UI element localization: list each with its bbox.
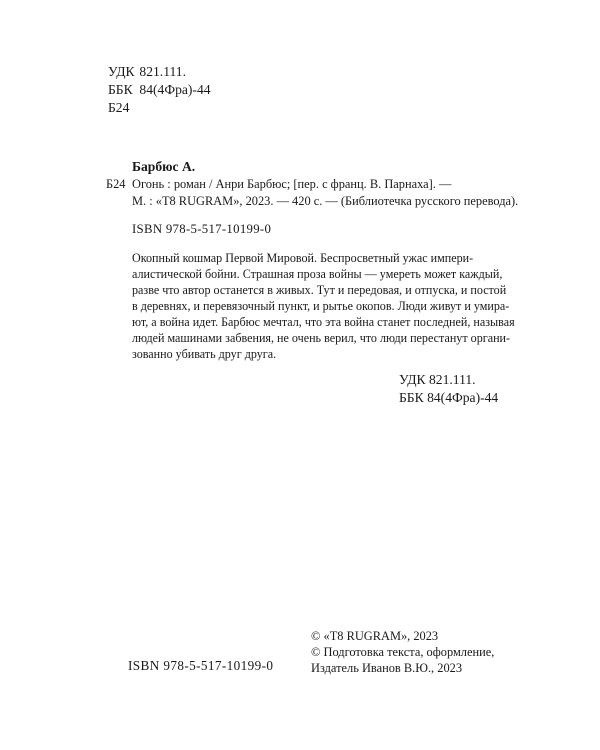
annotation-line: разве что автор останется в живых. Тут и передовая, и отпуска, и постой <box>132 283 507 297</box>
bbk-value: 84(4Фра)-44 <box>139 82 211 97</box>
bibliographic-entry-line2: М. : «T8 RUGRAM», 2023. — 420 с. — (Библиотечка русского перевода). <box>132 194 519 208</box>
annotation-line: зованно убивать друг друга. <box>132 347 277 361</box>
isbn-bottom: ISBN 978-5-517-10199-0 <box>128 658 274 673</box>
bbk-top <box>108 80 211 99</box>
annotation-line: ют, а война идет. Барбюс мечтал, что эта война станет последней, называя <box>132 315 515 329</box>
bibliographic-entry-line1: Огонь : роман / Анри Барбюс; [пер. с франц. В. Парнаха]. — <box>132 177 452 191</box>
bbk-bottom: ББК 84(4Фра)-44 <box>399 390 499 405</box>
udk-label: УДК <box>108 64 135 79</box>
udk-value: 821.111. <box>139 64 186 79</box>
udk-top <box>108 62 186 81</box>
author-heading: Барбюс А. <box>132 159 196 174</box>
author-mark-top: Б24 <box>108 100 130 115</box>
udk-bottom: УДК 821.111. <box>399 372 476 387</box>
annotation-line: Окопный кошмар Первой Мировой. Беспросветный ужас импери- <box>132 251 474 265</box>
annotation-line: людей машинами забвения, не очень верил, что люди перестанут органи- <box>132 331 511 345</box>
isbn-entry: ISBN 978-5-517-10199-0 <box>132 222 272 236</box>
annotation-line: в деревнях, и перевязочный пункт, и рытье окопов. Люди живут и умира- <box>132 299 510 313</box>
annotation-line: алистической бойни. Страшная проза войны — умереть может каждый, <box>132 267 503 281</box>
catalog-code: Б24 <box>106 177 126 191</box>
copyright-line: © «T8 RUGRAM», 2023 <box>311 629 439 643</box>
copyright-line: © Подготовка текста, оформление, <box>311 645 495 659</box>
bbk-label: ББК <box>108 82 133 97</box>
copyright-line: Издатель Иванов В.Ю., 2023 <box>311 661 463 675</box>
